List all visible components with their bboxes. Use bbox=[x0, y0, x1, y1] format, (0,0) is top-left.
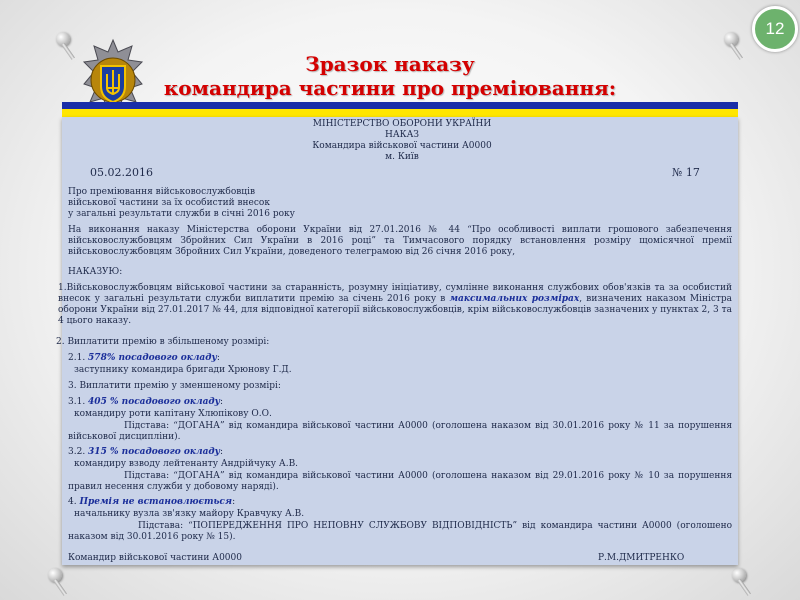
order-item-3-1 bbox=[68, 397, 468, 408]
subject-line-2: військової частини за їх особистий внесок bbox=[68, 198, 270, 208]
item-3-2-bold: 315 % посадового окладу bbox=[88, 447, 221, 457]
order-word: НАКАЗУЮ: bbox=[68, 267, 123, 277]
ministry-name: МІНІСТЕРСТВО ОБОРОНИ УКРАЇНИ bbox=[312, 119, 492, 129]
issuer-name: Командира військової частини А0000 bbox=[312, 141, 492, 151]
pushpin-icon bbox=[56, 32, 70, 46]
order-subject bbox=[68, 187, 408, 220]
item-4-suffix: : bbox=[232, 497, 236, 507]
pushpin-icon bbox=[724, 32, 738, 46]
slide-title-line-1: Зразок наказу bbox=[305, 52, 475, 76]
item-3-2-basis: Підстава: “ДОГАНА” від командира військової частини А0000 (оголошена наказом від 29.01.2016 року № 10 за порушення правил несення служби у добовому наряді). bbox=[68, 471, 732, 492]
order-item-3-2 bbox=[68, 447, 468, 458]
item-2-1-suffix: : bbox=[216, 353, 220, 363]
item-3-2-suffix: : bbox=[220, 447, 224, 457]
order-item-2: 2. Виплатити премію в збільшеному розмірі: bbox=[56, 337, 270, 347]
signature-name: Р.М.ДМИТРЕНКО bbox=[598, 553, 685, 563]
document-number: № 17 bbox=[672, 166, 700, 179]
slide-title-line-2: командира частини про преміювання: bbox=[163, 76, 617, 100]
pushpin-icon bbox=[48, 568, 62, 582]
page-number-badge bbox=[752, 6, 798, 52]
order-item-1 bbox=[58, 283, 732, 327]
subject-line-3: у загальні результати служби в січні 2016 року bbox=[68, 209, 295, 219]
document-date: 05.02.2016 bbox=[90, 166, 153, 179]
order-item-3: 3. Виплатити премію у зменшеному розмірі: bbox=[68, 381, 281, 391]
flag-stripe-blue bbox=[62, 102, 738, 109]
subject-line-1: Про преміювання військовослужбовців bbox=[68, 187, 256, 197]
item-3-1-prefix: 3.1. bbox=[68, 397, 89, 407]
item-3-2-recipient: командиру взводу лейтенанту Андрійчуку А.В. bbox=[74, 459, 299, 469]
item-1-bold: максимальних розмірах bbox=[449, 294, 580, 304]
item-3-1-basis: Підстава: “ДОГАНА” від командира військової частини А0000 (оголошена наказом від 30.01.2016 року № 11 за порушення військової дисципліни). bbox=[68, 421, 732, 442]
item-4-basis: Підстава: “ПОПЕРЕДЖЕННЯ ПРО НЕПОВНУ СЛУЖБОВУ ВІДПОВІДНІСТЬ” від командира частини А0000 (оголошено наказом від 30.01.2016 року № 15). bbox=[68, 521, 732, 542]
item-1-text-before: 1.Військовослужбовцям військової частини за старанність, розумну ініціативу, сумлінне виконання службових обов'язків та за особистий внесок у загальні результати служби виплатити премію за січень 2016 року в bbox=[58, 283, 732, 304]
slide-title bbox=[150, 52, 630, 100]
page-number: 12 bbox=[765, 19, 785, 38]
item-4-bold: Премія не встановлюється bbox=[79, 497, 233, 507]
item-4-prefix: 4. bbox=[68, 497, 80, 507]
flag-stripe-yellow bbox=[62, 109, 738, 117]
order-item-2-1 bbox=[68, 353, 468, 364]
document-header bbox=[242, 119, 562, 163]
item-3-1-bold: 405 % посадового окладу bbox=[88, 397, 221, 407]
item-2-1-bold: 578% посадового окладу bbox=[88, 353, 217, 363]
document-city: м. Київ bbox=[385, 152, 419, 162]
document-type: НАКАЗ bbox=[384, 130, 420, 140]
pushpin-icon bbox=[732, 568, 746, 582]
item-3-2-prefix: 3.2. bbox=[68, 447, 89, 457]
order-item-4 bbox=[68, 497, 468, 508]
signature-position: Командир військової частини А0000 bbox=[68, 553, 242, 563]
item-2-1-recipient: заступнику командира бригади Хрюнову Г.Д. bbox=[74, 365, 292, 375]
item-4-recipient: начальнику вузла зв'язку майору Кравчуку А.В. bbox=[74, 509, 305, 519]
item-3-1-suffix: : bbox=[220, 397, 224, 407]
order-document bbox=[56, 117, 738, 565]
item-1-text-after: , визначених наказом Міністра оборони України від 27.01.2017 № 44, для відповідної категорії військовослужбовців, крім військовослужбовців зазначених у пунктах 2, 3 та 4 цього наказу. bbox=[58, 294, 732, 326]
item-2-1-prefix: 2.1. bbox=[68, 353, 89, 363]
item-3-1-recipient: командиру роти капітану Хлюпікову О.О. bbox=[74, 409, 272, 419]
order-preamble: На виконання наказу Міністерства оборони України від 27.01.2016 № 44 “Про особливості виплати грошового забезпечення військовослужбовцям Збройних Сил України в 2016 році” та Тимчасового порядку встановлення розміру щомісячної премії військовослужбовцям Збройних Сил України, доведеного телеграмою від 26 січня 2016 року, bbox=[68, 225, 732, 257]
